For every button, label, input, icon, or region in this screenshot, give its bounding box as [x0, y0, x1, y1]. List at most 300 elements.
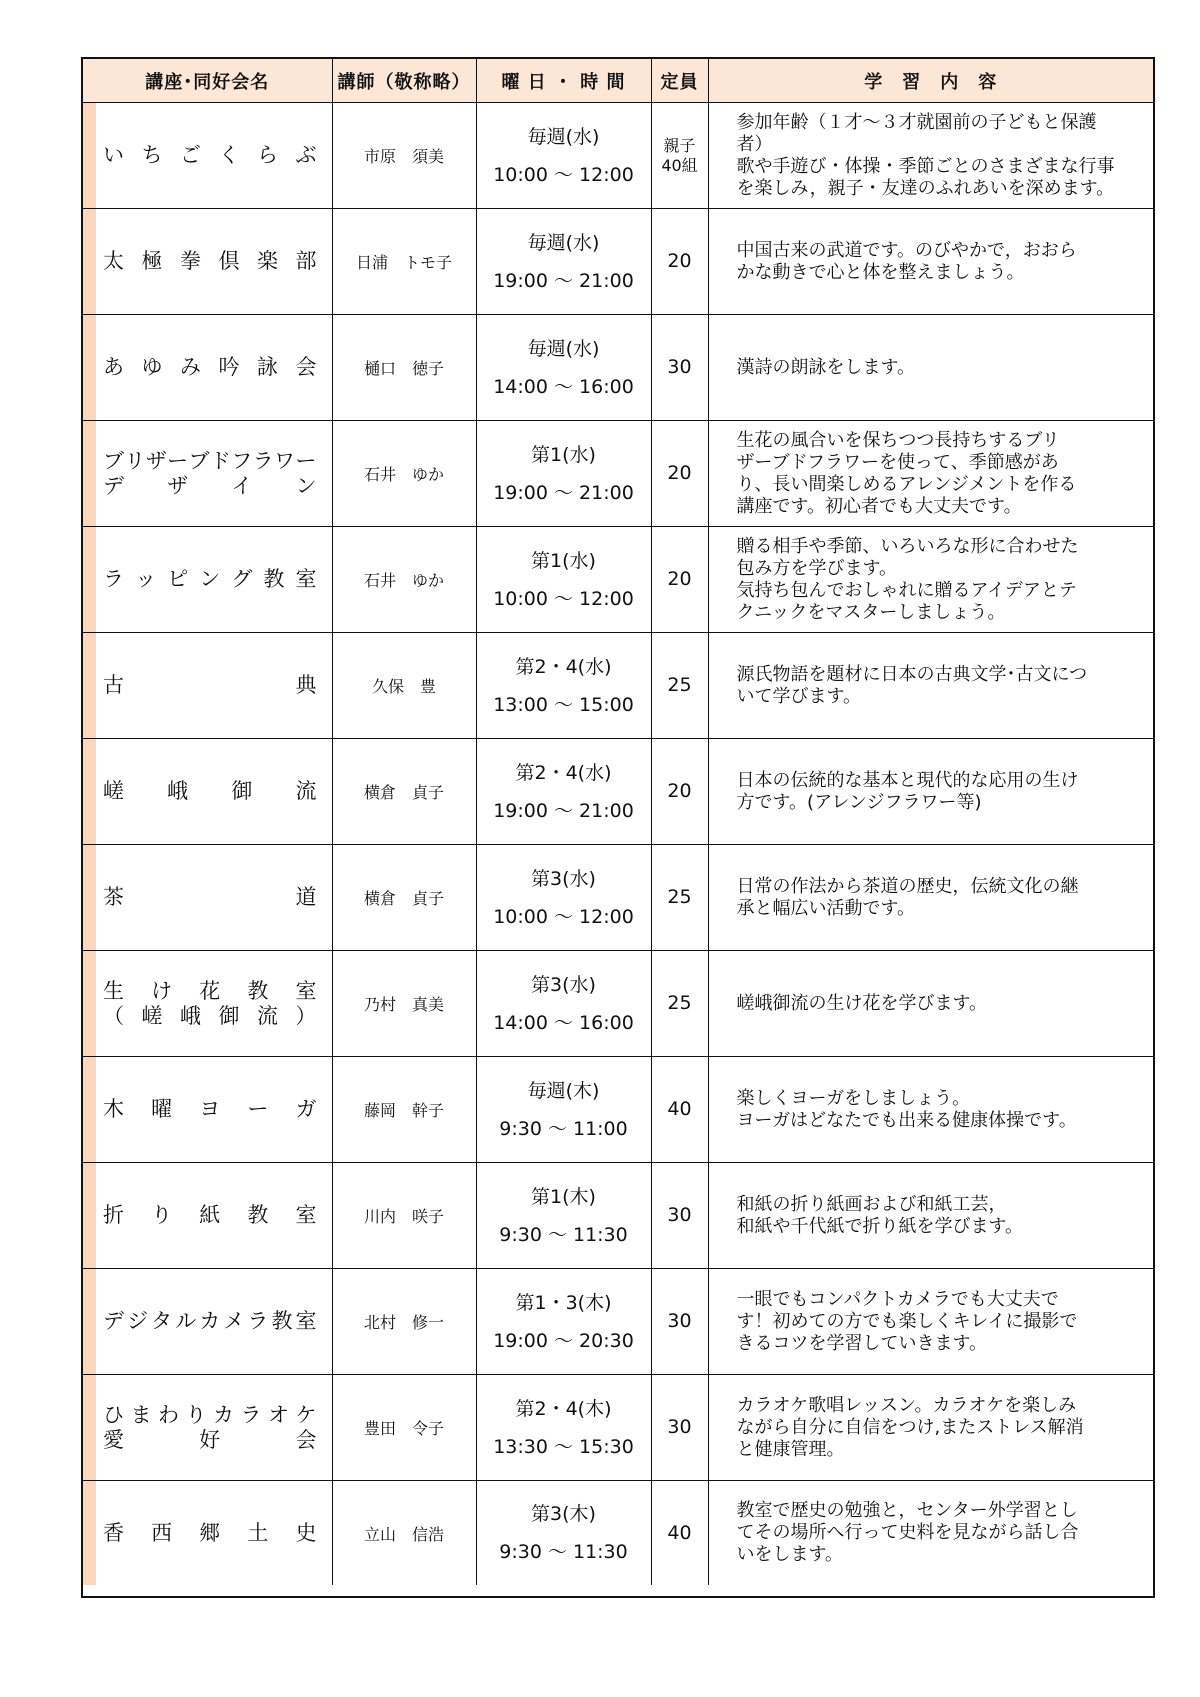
course-name-line	[103, 249, 317, 274]
course-name-char: ラ	[103, 567, 124, 591]
capacity-cell	[651, 1163, 708, 1269]
teacher-name: 川内 咲子	[332, 1163, 476, 1269]
content-cell	[708, 1163, 1153, 1269]
course-name-cell	[83, 103, 332, 209]
content-cell	[708, 633, 1153, 739]
schedule-day: 第3(木)	[531, 1503, 596, 1525]
course-name-char: く	[218, 143, 240, 167]
course-name-char: 紙	[199, 1203, 221, 1227]
content-line: 中国古来の武道です。のびやかで，おおら	[736, 239, 1077, 261]
content-line: ザーブドフラワーを使って、季節感があ	[736, 451, 1059, 473]
schedule-day: 第2・4(水)	[515, 655, 612, 678]
course-name-char: 御	[231, 779, 253, 803]
capacity-value: 30	[667, 1310, 692, 1332]
capacity-cell	[651, 315, 708, 421]
schedule-time: 19:00 ～ 21:00	[493, 269, 634, 292]
content-line: 参加年齢（１才～３才就園前の子どもと保護	[736, 111, 1097, 133]
teacher-name: 市原 須美	[332, 103, 476, 209]
course-name-char: 吟	[218, 355, 240, 379]
course-name-char: ド	[209, 448, 231, 473]
schedule-time: 19:00 ～ 20:30	[493, 1329, 634, 1352]
content-line: 者）	[736, 133, 773, 155]
course-name-char: り	[185, 1402, 207, 1427]
schedule-day: 第1(木)	[531, 1185, 596, 1208]
capacity-cell	[651, 1057, 708, 1163]
content-cell	[708, 421, 1153, 527]
content-cell	[708, 1375, 1153, 1481]
content-line: り、長い間楽しめるアレンジメントを作る	[736, 473, 1077, 495]
course-name-char: 郷	[199, 1520, 221, 1545]
capacity-cell	[651, 421, 708, 527]
course-name-char: 土	[247, 1520, 269, 1545]
course-name-char: 茶	[103, 885, 124, 909]
course-name	[103, 1203, 317, 1228]
course-name	[103, 1403, 317, 1453]
schedule-day: 第2・4(水)	[515, 761, 612, 784]
teacher-name: 乃村 真美	[332, 951, 476, 1057]
course-name-char: 教	[271, 1309, 293, 1333]
course-name-line	[103, 1203, 317, 1228]
course-name-char: 倶	[218, 249, 240, 273]
content-line: 楽しくヨーガをしましょう。	[736, 1087, 971, 1109]
content-line: ながら自分に自信をつけ,またストレス解消	[736, 1416, 1084, 1438]
content-line: 一眼でもコンパクトカメラでも大丈夫で	[736, 1288, 1059, 1310]
content-line: 方です。(アレンジフラワー等)	[736, 791, 982, 813]
course-name-char: 西	[151, 1520, 173, 1545]
capacity-value: 20	[667, 250, 692, 272]
content-line: 気持ち包んでおしゃれに贈るアイデアとテ	[736, 579, 1077, 601]
course-name-line	[103, 1521, 317, 1546]
course-name-line	[103, 143, 317, 168]
course-name	[103, 1097, 317, 1122]
course-name-cell	[83, 633, 332, 739]
course-name-char: ラ	[240, 1402, 262, 1427]
course-name-line	[103, 1428, 317, 1453]
schedule-cell	[476, 1163, 651, 1269]
content-line: 教室で歴史の勉強と，センター外学習とし	[736, 1500, 1078, 1521]
course-name-char: 室	[295, 1203, 317, 1227]
teacher-name: 久保 豊	[332, 633, 476, 739]
capacity-value: 20	[667, 462, 692, 484]
table-row	[83, 633, 1153, 739]
course-name-cell	[83, 527, 332, 633]
schedule-cell	[476, 527, 651, 633]
capacity-cell	[651, 633, 708, 739]
course-name-cell	[83, 1163, 332, 1269]
course-name-char: イ	[231, 473, 253, 498]
course-name-char: ま	[130, 1402, 152, 1427]
teacher-name: 石井 ゆか	[332, 421, 476, 527]
course-name-char: み	[180, 355, 201, 379]
course-name-char: ー	[167, 448, 189, 473]
table-row	[83, 527, 1153, 633]
capacity-cell	[651, 951, 708, 1057]
content-line: 包み方を学びます。	[736, 557, 898, 579]
course-name-char: り	[151, 1203, 173, 1227]
course-name-char: 流	[257, 1003, 278, 1028]
course-name-char: ひ	[103, 1402, 124, 1427]
header-teacher: 講師（敬称略）	[332, 59, 476, 103]
table-row	[83, 951, 1153, 1057]
course-name	[103, 673, 317, 698]
course-name-line	[103, 979, 317, 1004]
content-line: 漢詩の朗詠をします。	[736, 356, 916, 378]
course-name-char: 室	[295, 1309, 317, 1333]
course-name-char: 部	[295, 249, 317, 273]
course-name-char: 会	[295, 1427, 317, 1452]
course-name	[103, 1521, 317, 1546]
course-name-char: 峨	[167, 779, 189, 803]
course-name-char: タ	[151, 1309, 173, 1333]
schedule-time: 14:00 ～ 16:00	[493, 1011, 634, 1034]
schedule-day: 第1(水)	[531, 549, 596, 572]
capacity-value: 30	[667, 356, 692, 378]
schedule-day: 第2・4(木)	[515, 1397, 612, 1420]
course-name-line	[103, 779, 317, 804]
schedule-time: 9:30 ～ 11:30	[499, 1223, 628, 1246]
course-name-cell	[83, 1375, 332, 1481]
course-name-char: ジ	[127, 1309, 149, 1333]
course-name-char: ヨ	[199, 1097, 221, 1121]
content-cell	[708, 209, 1153, 315]
course-name	[103, 355, 317, 380]
row-accent-bar	[83, 103, 96, 208]
teacher-name: 日浦 トモ子	[332, 209, 476, 315]
course-name-char: 曜	[151, 1097, 173, 1121]
course-name-char: カ	[199, 1309, 221, 1333]
teacher-name: 樋口 徳子	[332, 315, 476, 421]
schedule-time: 10:00 ～ 12:00	[493, 905, 634, 928]
course-name-cell	[83, 421, 332, 527]
course-name	[103, 567, 317, 592]
course-name	[103, 979, 317, 1029]
content-cell	[708, 315, 1153, 421]
course-name-char: 御	[218, 1003, 240, 1028]
course-name-cell	[83, 739, 332, 845]
schedule-day: 第3(水)	[531, 973, 596, 996]
course-name-char: 史	[295, 1520, 317, 1545]
header-course-name: 講座･同好会名	[83, 59, 332, 103]
row-accent-bar	[83, 739, 96, 844]
course-name-char: 嵯	[141, 1003, 163, 1028]
capacity-cell	[651, 527, 708, 633]
capacity-value: 40	[667, 1521, 692, 1544]
course-name-line	[103, 1403, 317, 1428]
row-accent-bar	[83, 1057, 96, 1162]
content-line: 嵯峨御流の生け花を学びます。	[736, 992, 988, 1014]
content-line: を楽しみ，親子・友達のふれあいを深めます。	[736, 177, 1115, 199]
capacity-cell	[651, 739, 708, 845]
course-name-char: 折	[103, 1203, 124, 1227]
course-name-cell	[83, 1057, 332, 1163]
course-name-char: 教	[247, 1203, 269, 1227]
course-name-char: ン	[199, 567, 221, 591]
course-name-cell	[83, 209, 332, 315]
table-row	[83, 739, 1153, 845]
course-name-char: 生	[103, 978, 124, 1003]
course-name-line	[103, 1097, 317, 1122]
content-line: 講座です。初心者でも大丈夫です。	[736, 495, 1022, 517]
course-name-char: 拳	[180, 249, 201, 273]
course-name-line	[103, 885, 317, 910]
teacher-name: 横倉 貞子	[332, 739, 476, 845]
course-name-char: 極	[141, 249, 163, 273]
course-name-char: あ	[103, 355, 124, 379]
schedule-time: 13:00 ～ 15:00	[493, 693, 634, 716]
capacity-value: 20	[667, 780, 692, 802]
capacity-value: 25	[667, 674, 692, 696]
content-line: かな動きで心と体を整えましょう。	[736, 261, 1025, 283]
course-name-line	[103, 474, 317, 499]
row-accent-bar	[83, 633, 96, 738]
course-name-char: い	[103, 143, 124, 167]
course-name	[103, 449, 317, 499]
row-accent-bar	[83, 951, 96, 1056]
content-line: 承と幅広い活動です。	[736, 897, 916, 919]
header-content: 学 習 内 容	[708, 59, 1153, 103]
capacity-cell	[651, 1269, 708, 1375]
schedule-time: 13:30 ～ 15:30	[493, 1435, 634, 1458]
capacity-cell	[651, 845, 708, 951]
table-row	[83, 1163, 1153, 1269]
course-name-char: ガ	[295, 1097, 317, 1121]
course-name-char: 好	[199, 1427, 221, 1452]
capacity-value: 25	[667, 992, 692, 1014]
course-name-char: グ	[231, 567, 253, 591]
course-name-line	[103, 355, 317, 380]
course-name-char: ら	[257, 143, 278, 167]
course-name-char: ル	[175, 1309, 197, 1333]
teacher-name: 石井 ゆか	[332, 527, 476, 633]
course-name-char: ぶ	[295, 143, 317, 167]
course-name-char: ゆ	[141, 355, 163, 379]
course-name-char: 香	[103, 1520, 124, 1545]
course-name-cell	[83, 315, 332, 421]
course-name-char: リ	[124, 448, 146, 473]
content-line: 生花の風合いを保ちつつ長持ちするブリ	[736, 429, 1060, 451]
course-name-char: ブ	[103, 448, 124, 473]
capacity-cell	[651, 1481, 708, 1586]
course-name-line	[103, 449, 317, 474]
schedule-cell	[476, 315, 651, 421]
course-name-cell	[83, 1481, 332, 1586]
course-name-char: ー	[295, 448, 317, 473]
course-name-char: 室	[295, 567, 317, 591]
course-name-char: 典	[295, 673, 317, 697]
course-name-line	[103, 1309, 317, 1334]
course-name-char: 流	[295, 779, 317, 803]
row-accent-bar	[83, 421, 96, 526]
course-name-char: 太	[103, 249, 124, 273]
course-name-char: （	[103, 1003, 124, 1028]
capacity-value: 20	[667, 568, 692, 590]
course-schedule-sheet	[81, 57, 1155, 1598]
capacity-cell	[651, 209, 708, 315]
course-name-char: ッ	[135, 567, 157, 591]
schedule-time: 9:30 ～ 11:30	[499, 1541, 628, 1563]
content-line: 和紙や千代紙で折り紙を学びます。	[736, 1215, 1024, 1237]
course-name-line	[103, 673, 317, 698]
course-name-char: ち	[141, 143, 163, 167]
content-cell	[708, 739, 1153, 845]
course-name-line	[103, 1004, 317, 1029]
table-row	[83, 103, 1153, 209]
course-name-char: ケ	[295, 1402, 317, 1427]
course-name-line	[103, 567, 317, 592]
schedule-cell	[476, 209, 651, 315]
teacher-name: 北村 修一	[332, 1269, 476, 1375]
row-accent-bar	[83, 315, 96, 420]
schedule-day: 第3(水)	[531, 867, 596, 890]
course-name-char: フ	[231, 448, 253, 473]
table-row	[83, 315, 1153, 421]
content-line: カラオケ歌唱レッスン。カラオケを楽しみ	[736, 1394, 1077, 1416]
course-name-cell	[83, 1269, 332, 1375]
teacher-name: 豊田 令子	[332, 1375, 476, 1481]
row-accent-bar	[83, 527, 96, 632]
course-name-char: 教	[247, 978, 269, 1003]
course-name	[103, 249, 317, 274]
course-name-char: ン	[295, 473, 317, 498]
row-accent-bar	[83, 845, 96, 950]
course-name-char: け	[151, 978, 173, 1003]
schedule-day: 第1(水)	[531, 443, 596, 466]
teacher-name: 横倉 貞子	[332, 845, 476, 951]
course-name	[103, 779, 317, 804]
capacity-value: 40組	[661, 155, 698, 175]
row-accent-bar	[83, 209, 96, 314]
content-line: きるコツを学習していきます。	[736, 1332, 988, 1354]
content-line: 歌や手遊び・体操・季節ごとのさまざまな行事	[736, 155, 1115, 177]
table-row	[83, 1057, 1153, 1163]
content-line: いをします。	[736, 1544, 844, 1565]
course-name-char: 嵯	[103, 779, 124, 803]
course-name-char: 楽	[257, 249, 278, 273]
course-name	[103, 143, 317, 168]
content-line: 贈る相手や季節、いろいろな形に合わせた	[736, 535, 1079, 557]
content-cell	[708, 103, 1153, 209]
capacity-value: 30	[667, 1204, 692, 1226]
content-line: す！初めての方でも楽しくキレイに撮影で	[736, 1310, 1078, 1332]
capacity-value: 25	[667, 886, 692, 908]
content-line: と健康管理。	[736, 1438, 845, 1460]
course-name-char: ）	[295, 1003, 317, 1028]
header-schedule: 曜 日 ・ 時 間	[476, 59, 651, 103]
table-row	[83, 1269, 1153, 1375]
capacity-value: 親子	[663, 135, 696, 155]
table-row	[83, 845, 1153, 951]
table-row	[83, 209, 1153, 315]
course-name	[103, 1309, 317, 1334]
schedule-cell	[476, 1269, 651, 1375]
table-row	[83, 421, 1153, 527]
schedule-cell	[476, 1375, 651, 1481]
course-name-char: 木	[103, 1097, 124, 1121]
schedule-time: 10:00 ～ 12:00	[493, 587, 634, 610]
course-name-char: オ	[268, 1402, 289, 1427]
course-name-char: ザ	[167, 473, 189, 498]
course-name-char: 詠	[257, 355, 278, 379]
teacher-name: 藤岡 幹子	[332, 1057, 476, 1163]
schedule-cell	[476, 103, 651, 209]
course-name-char: 愛	[103, 1427, 124, 1452]
capacity-value: 30	[667, 1416, 692, 1438]
content-line: 日本の伝統的な基本と現代的な応用の生け	[736, 769, 1079, 791]
course-name-char: 道	[295, 885, 317, 909]
table-row	[83, 1481, 1153, 1586]
header-capacity: 定員	[651, 59, 708, 103]
course-name-char: ワ	[274, 448, 295, 473]
course-name-cell	[83, 845, 332, 951]
course-name-char: 室	[295, 978, 317, 1003]
schedule-time: 9:30 ～ 11:00	[499, 1117, 628, 1140]
teacher-name: 立山 信浩	[332, 1481, 476, 1586]
content-cell	[708, 1269, 1153, 1375]
schedule-cell	[476, 1481, 651, 1586]
schedule-time: 10:00 ～ 12:00	[493, 163, 634, 186]
content-cell	[708, 527, 1153, 633]
course-name-char: ブ	[188, 448, 210, 473]
content-line: てその場所へ行って史料を見ながら話し合	[736, 1522, 1079, 1543]
schedule-day: 毎週(木)	[527, 1079, 600, 1102]
course-name-cell	[83, 951, 332, 1057]
schedule-day: 毎週(水)	[527, 337, 600, 360]
content-cell	[708, 1057, 1153, 1163]
schedule-time: 19:00 ～ 21:00	[493, 481, 634, 504]
table-header-row	[83, 59, 1153, 103]
course-name	[103, 885, 317, 910]
schedule-cell	[476, 1057, 651, 1163]
course-name-char: ー	[247, 1097, 269, 1121]
course-name-char: 花	[199, 978, 221, 1003]
content-line: 和紙の折り紙画および和紙工芸，	[736, 1193, 1007, 1215]
schedule-cell	[476, 845, 651, 951]
schedule-day: 第1・3(木)	[515, 1291, 612, 1314]
row-accent-bar	[83, 1481, 96, 1585]
course-name-char: ザ	[145, 448, 167, 473]
content-cell	[708, 1481, 1153, 1586]
content-line: クニックをマスターしましょう。	[736, 601, 1006, 623]
course-table	[83, 59, 1153, 1585]
schedule-day: 毎週(水)	[527, 125, 600, 148]
course-name-char: ラ	[252, 448, 274, 473]
content-line: いて学びます。	[736, 685, 862, 707]
content-line: 源氏物語を題材に日本の古典文学･古文につ	[736, 663, 1088, 685]
schedule-cell	[476, 739, 651, 845]
row-accent-bar	[83, 1375, 96, 1480]
course-name-char: デ	[103, 1309, 124, 1333]
schedule-cell	[476, 633, 651, 739]
row-accent-bar	[83, 1269, 96, 1374]
course-name-char: デ	[103, 473, 124, 498]
course-name-char: カ	[213, 1402, 234, 1427]
content-line: ヨーガはどなたでも出来る健康体操です。	[736, 1109, 1077, 1131]
schedule-time: 14:00 ～ 16:00	[493, 375, 634, 398]
content-cell	[708, 845, 1153, 951]
course-name-char: ピ	[167, 567, 189, 591]
content-line: 日常の作法から茶道の歴史，伝統文化の継	[736, 875, 1079, 897]
course-name-char: 峨	[180, 1003, 201, 1028]
course-name-char: 教	[263, 567, 285, 591]
row-accent-bar	[83, 1163, 96, 1268]
capacity-cell	[651, 1375, 708, 1481]
capacity-value: 40	[667, 1098, 692, 1120]
schedule-cell	[476, 421, 651, 527]
course-name-char: ラ	[247, 1309, 269, 1333]
course-name-char: わ	[158, 1402, 179, 1427]
content-cell	[708, 951, 1153, 1057]
table-row	[83, 1375, 1153, 1481]
